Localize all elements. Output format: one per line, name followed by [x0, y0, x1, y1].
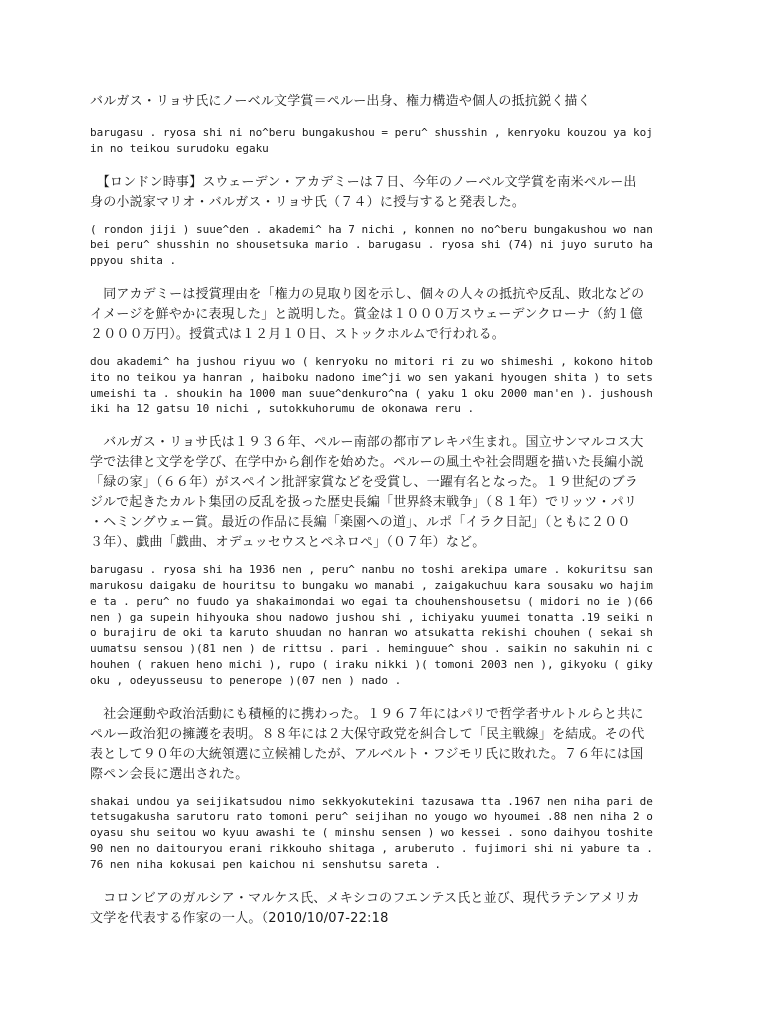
paragraph-1: 【ロンドン時事】スウェーデン・アカデミーは７日、今年のノーベル文学賞を南米ペルー出 身の小説家マリオ・バルガス・リョサ氏（７４）に授与すると発表した。: [90, 174, 637, 210]
paragraph-4-romaji: shakai undou ya seijikatsudou nimo sekkyokutekini tazusawa tta .1967 nen niha pari de tetsugakusha sarutoru rato tomoni peru^ seijihan no yougo wo hyoumei .88 nen niha 2 o oyasu shu seitou wo kyuu awashi te ( minshu sensen ) wo kessei . sono daihyou toshite 90 nen no daitouryou erani rikkouho shitaga , aruberuto . fujimori shi ni yabure ta . 76 nen niha kokusai pen kaichou ni senshutsu sareta .: [90, 794, 653, 871]
paragraph-1-romaji: ( rondon jiji ) suue^den . akademi^ ha 7 nichi , konnen no no^beru bungakushou wo nan bei peru^ shusshin no shousetsuka mario . barugasu . ryosa shi (74) ni juyo suruto ha ppyou shita .: [90, 222, 653, 268]
article-body: [90, 92, 690, 929]
paragraph-2: 同アカデミーは授賞理由を「権力の見取り図を示し、個々の人々の抵抗や反乱、敗北などの イメージを鮮やかに表現した」と説明した。賞金は１０００万スウェーデンクローナ（約１億 ２０００万円）。授賞式は１２月１０日、ストックホルムで行われる。: [90, 286, 645, 342]
paragraph-3-romaji: barugasu . ryosa shi ha 1936 nen , peru^ nanbu no toshi arekipa umare . kokuritsu san marukosu daigaku de houritsu to bungaku wo manabi , zaigakuchuu kara sousaku wo hajim e ta . peru^ no fuudo ya shakaimondai wo egai ta chouhenshousetsu ( midori no ie )(66 nen ) ga supein hihyouka shou nadowo jushou shi , ichiyaku yuumei tonatta .19 seiki n o burajiru de oki ta karuto shuudan no hanran wo atsukatta rekishi chouhen ( sekai sh uumatsu sensou )(81 nen ) de rittsu . pari . heminguue^ shou . saikin no sakuhin ni c houhen ( rakuen heno michi ), rupo ( iraku nikki )( tomoni 2003 nen ), gikyoku ( giky oku , odeyusseusu to penerope )(07 nen ) nado .: [90, 563, 653, 687]
paragraph-3: バルガス・リョサ氏は１９３６年、ペルー南部の都市アレキパ生まれ。国立サンマルコス大 学で法律と文学を学び、在学中から創作を始めた。ペルーの風土や社会問題を描いた長編小説 「緑の家」（６６年）がスペイン批評家賞などを受賞し、一躍有名となった。１９世紀のブラ ジルで起きたカルト集団の反乱を扱った歴史長編「世界終末戦争」（８１年）でリッツ・パリ ・ヘミングウェー賞。最近の作品に長編「楽園への道」、ルポ「イラク日記」（ともに２００ ３年）、戯曲「戯曲、オデュッセウスとペネロペ」（０７年）など。: [90, 435, 644, 551]
paragraph-5: コロンビアのガルシア・マルケス氏、メキシコのフエンテス氏と並び、現代ラテンアメリカ 文学を代表する作家の一人。（2010/10/07-22:18: [90, 890, 640, 926]
article-title-romaji: barugasu . ryosa shi ni no^beru bungakushou = peru^ shusshin , kenryoku kouzou ya koj in no teikou surudoku egaku: [90, 126, 653, 155]
article-title: バルガス・リョサ氏にノーベル文学賞＝ペルー出身、権力構造や個人の抵抗鋭く描く: [90, 94, 591, 109]
paragraph-4: 社会運動や政治活動にも積極的に携わった。１９６７年にはパリで哲学者サルトルらと共に ペルー政治犯の擁護を表明。８８年には２大保守政党を糾合して「民主戦線」を結成。その代 表として９０年の大統領選に立候補したが、アルベルト・フジモリ氏に敗れた。７６年には国 際ペン会長に選出された。: [90, 706, 645, 782]
paragraph-2-romaji: dou akademi^ ha jushou riyuu wo ( kenryoku no mitori ri zu wo shimeshi , kokono hitob ito no teikou ya hanran , haiboku nadono ime^ji wo sen yakani hyougen shita ) to sets umeishi ta . shoukin ha 1000 man suue^denkuro^na ( yaku 1 oku 2000 man'en ). jushoush iki ha 12 gatsu 10 nichi , sutokkuhorumu de okonawa reru .: [90, 354, 653, 416]
